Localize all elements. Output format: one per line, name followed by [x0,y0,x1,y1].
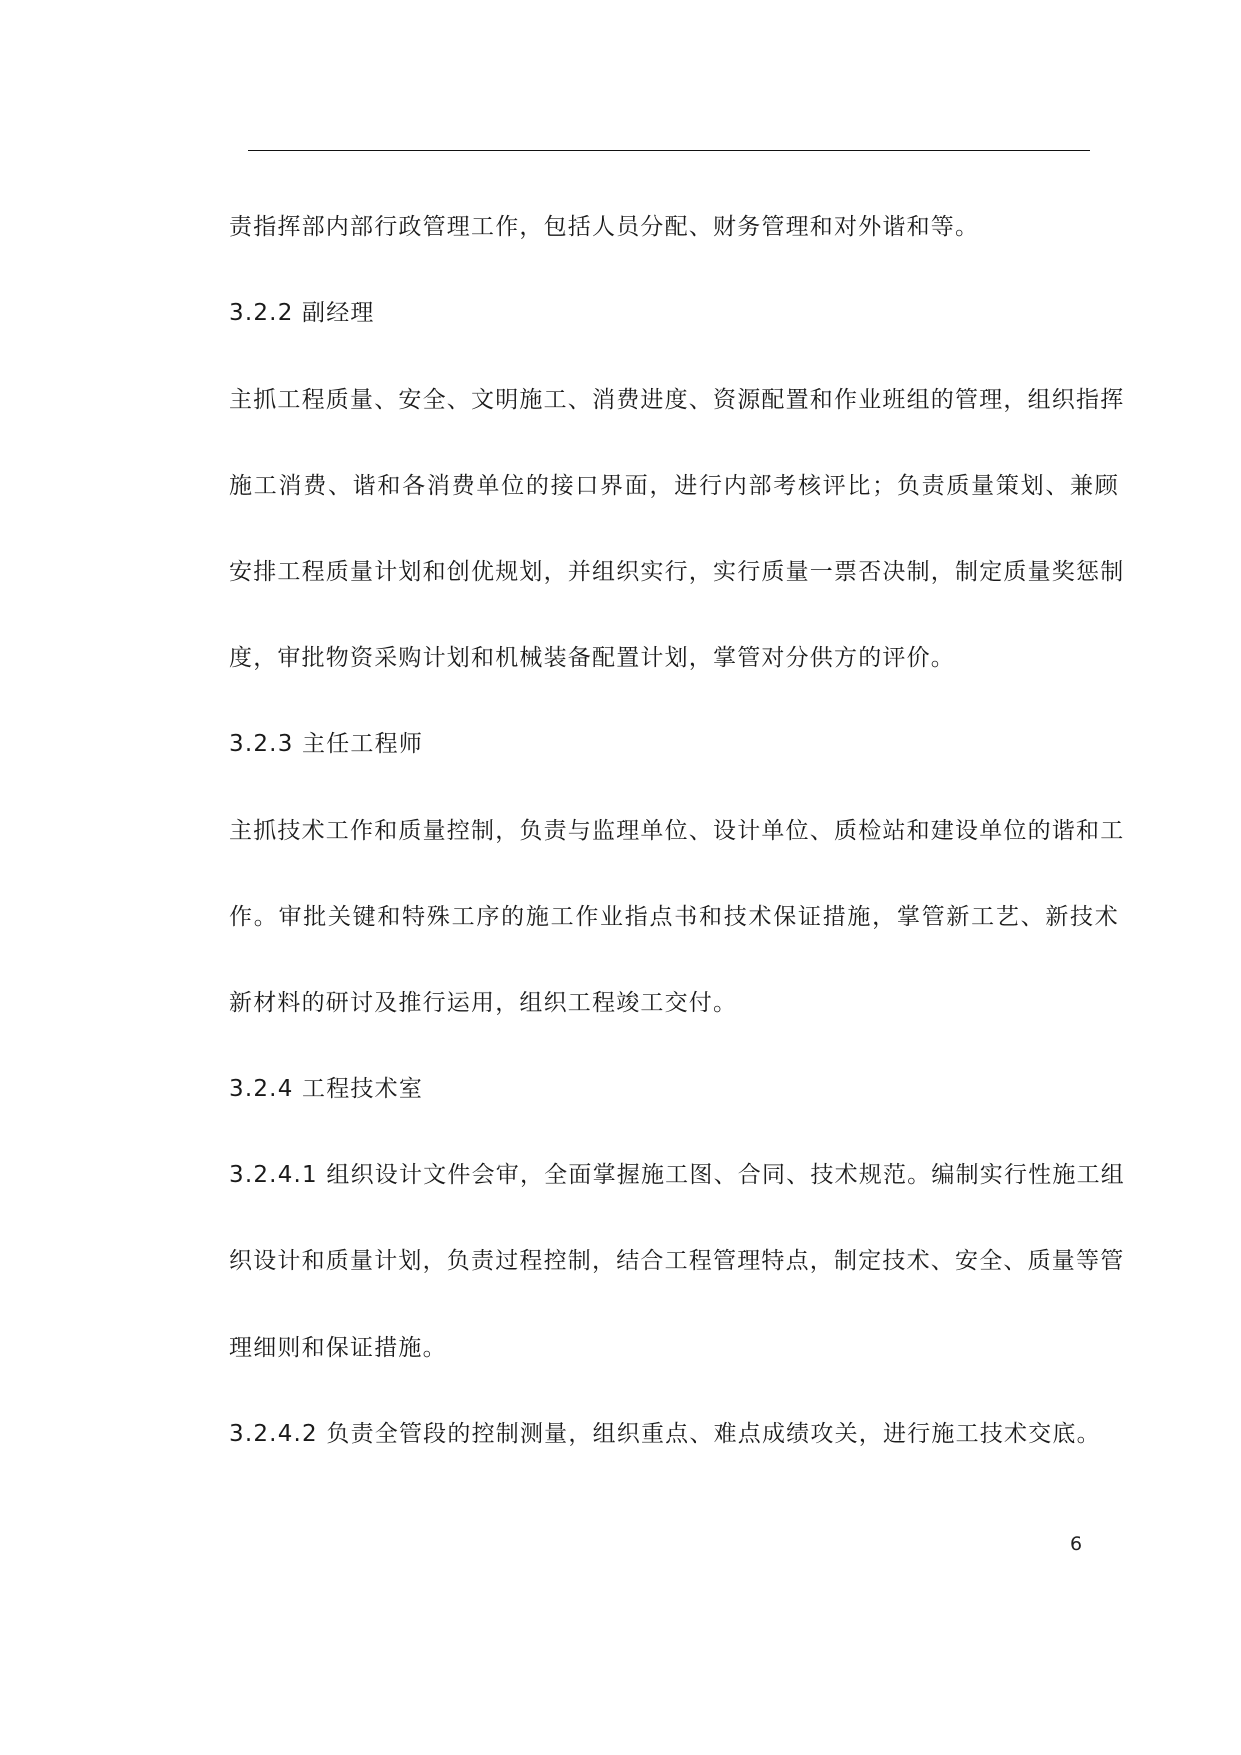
header-rule [248,150,1090,151]
body-line: 施工消费、谐和各消费单位的接口界面，进行内部考核评比；负责质量策划、兼顾 [229,473,1119,499]
body-line: 责指挥部内部行政管理工作，包括人员分配、财务管理和对外谐和等。 [229,214,980,240]
body-line: 作。审批关键和特殊工序的施工作业指点书和技术保证措施，掌管新工艺、新技术 [229,904,1119,930]
body-line: 主抓技术工作和质量控制，负责与监理单位、设计单位、质检站和建设单位的谐和工 [229,818,1125,844]
section-heading-3-2-3: 3.2.3 主任工程师 [229,731,424,757]
body-line: 主抓工程质量、安全、文明施工、消费进度、资源配置和作业班组的管理，组织指挥 [229,387,1125,413]
body-line: 3.2.4.2 负责全管段的控制测量，组织重点、难点成绩攻关，进行施工技术交底。 [229,1421,1101,1447]
body-line: 安排工程质量计划和创优规划，并组织实行，实行质量一票否决制，制定质量奖惩制 [229,559,1125,585]
body-line: 新材料的研讨及推行运用，组织工程竣工交付。 [229,990,738,1016]
page-number: 6 [1070,1533,1083,1555]
body-line: 3.2.4.1 组织设计文件会审，全面掌握施工图、合同、技术规范。编制实行性施工组 [229,1162,1125,1188]
body-line: 织设计和质量计划，负责过程控制，结合工程管理特点，制定技术、安全、质量等管 [229,1248,1125,1274]
body-line: 理细则和保证措施。 [229,1335,447,1361]
section-heading-3-2-4: 3.2.4 工程技术室 [229,1076,424,1102]
body-line: 度，审批物资采购计划和机械装备配置计划，掌管对分供方的评价。 [229,645,955,671]
section-heading-3-2-2: 3.2.2 副经理 [229,300,375,326]
